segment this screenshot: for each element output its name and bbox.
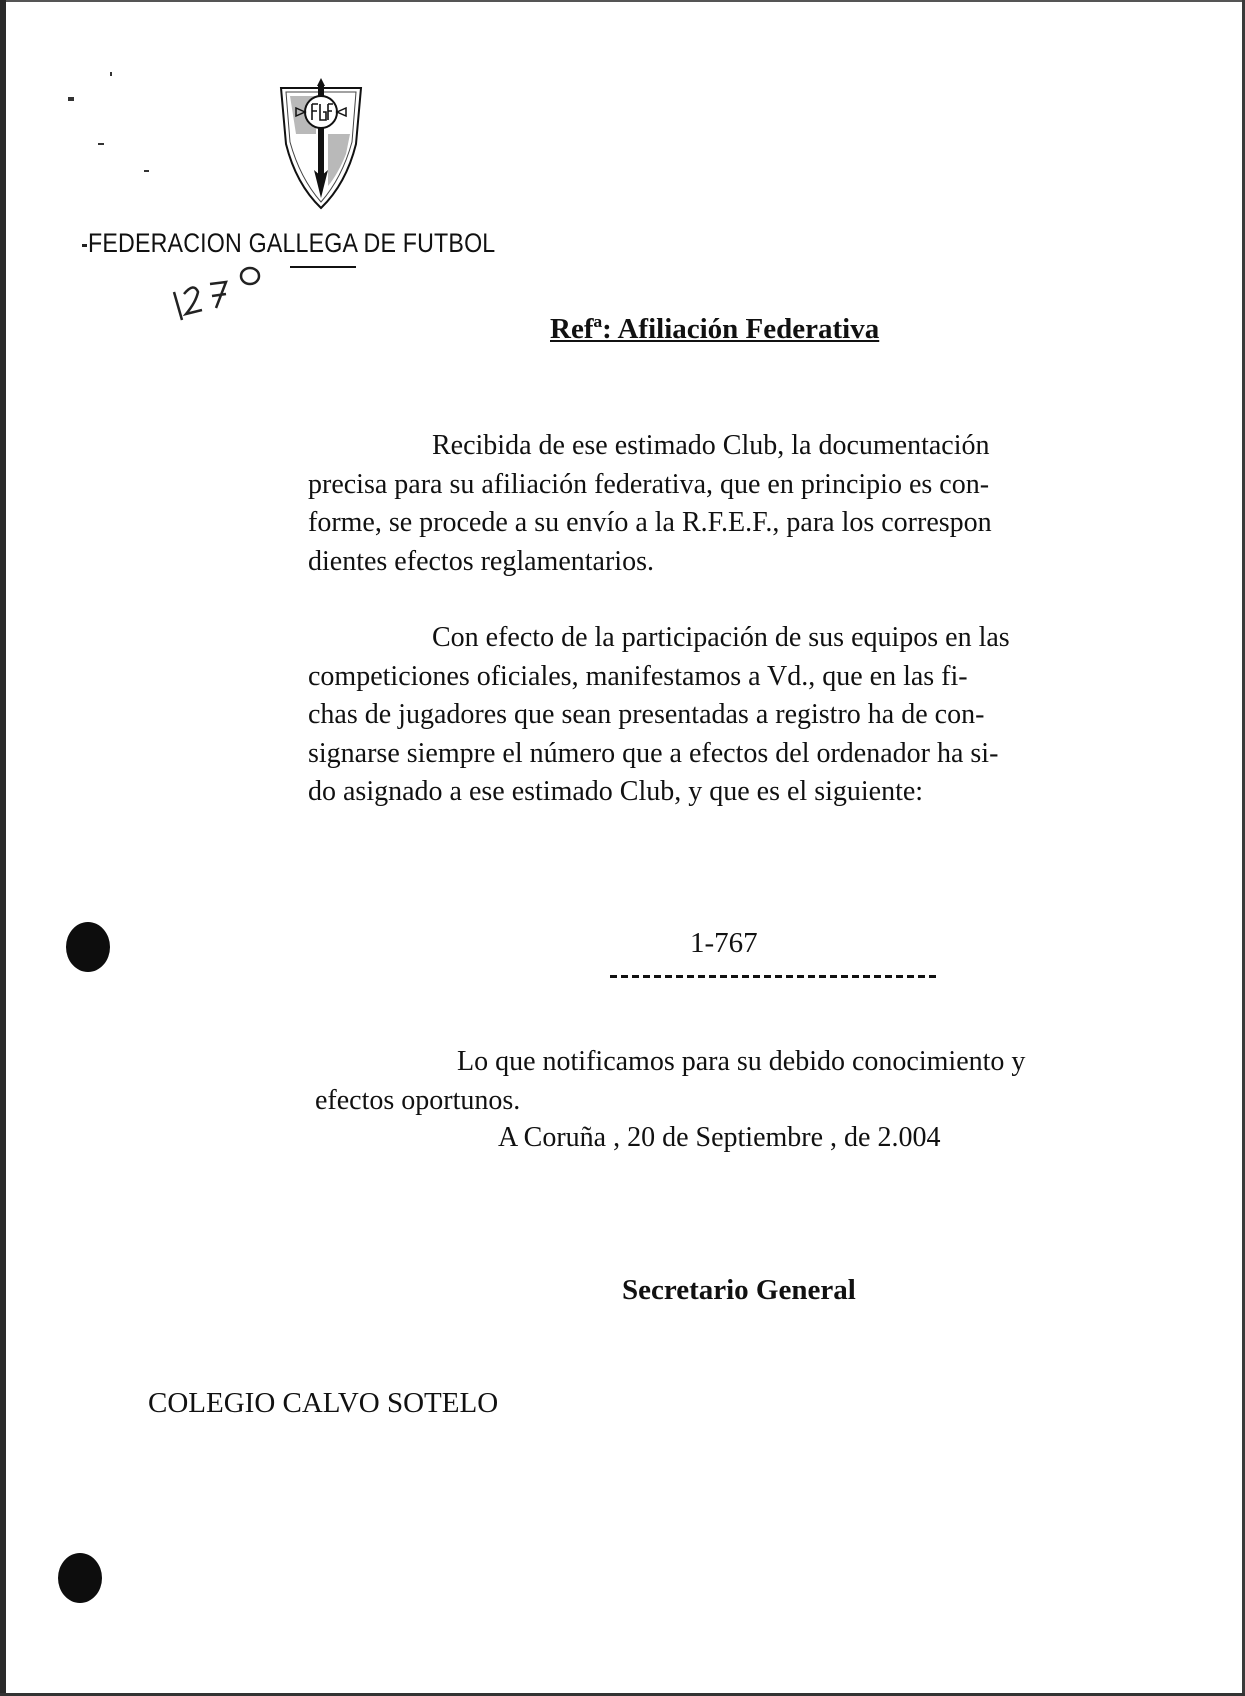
handwritten-note xyxy=(170,262,290,342)
paragraph-line: do asignado a ese estimado Club, y que es el siguiente: xyxy=(308,776,924,807)
paragraph-receipt xyxy=(308,427,1138,581)
code-dashed-rule xyxy=(610,975,940,978)
paragraph-closing xyxy=(315,1043,1145,1120)
scan-edge-left xyxy=(0,0,6,1696)
organization-underline xyxy=(290,266,356,268)
scan-speck xyxy=(144,170,149,172)
punch-hole xyxy=(66,922,110,972)
paragraph-line: dientes efectos reglamentarios. xyxy=(308,545,654,577)
signature-title: Secretario General xyxy=(622,1274,856,1306)
paragraph-line: competiciones oficiales, manifestamos a Vd., que en las fi- xyxy=(308,660,968,692)
recipient-name: COLEGIO CALVO SOTELO xyxy=(148,1387,499,1419)
paragraph-line: Lo que notificamos para su debido conocimiento y xyxy=(457,1046,1026,1077)
fgf-shield-crest-icon xyxy=(276,74,366,210)
paragraph-line: efectos oportunos. xyxy=(315,1084,521,1116)
letter-date: A Coruña , 20 de Septiembre , de 2.004 xyxy=(498,1122,941,1153)
scan-speck xyxy=(68,97,74,101)
scan-speck xyxy=(110,72,112,76)
paragraph-line: chas de jugadores que sean presentadas a registro ha de con- xyxy=(308,699,985,730)
scan-speck xyxy=(98,143,104,145)
paragraph-line: Con efecto de la participación de sus equipos en las xyxy=(432,622,1010,653)
scan-edge-top xyxy=(0,0,1245,2)
organization-name: FEDERACION GALLEGA DE FUTBOL xyxy=(88,228,496,258)
paragraph-line: signarse siempre el número que a efectos del ordenador ha si- xyxy=(308,737,999,769)
paragraph-line: precisa para su afiliación federativa, que en principio es con- xyxy=(308,468,990,500)
paragraph-line: forme, se procede a su envío a la R.F.E.F., para los correspon xyxy=(308,507,992,538)
scan-speck xyxy=(82,244,87,247)
club-code: 1-767 xyxy=(690,927,758,959)
paragraph-line: Recibida de ese estimado Club, la documentación xyxy=(432,430,990,461)
reference-heading: Refª: Afiliación Federativa xyxy=(550,313,880,345)
paragraph-club-number xyxy=(308,619,1138,812)
punch-hole xyxy=(58,1553,102,1603)
